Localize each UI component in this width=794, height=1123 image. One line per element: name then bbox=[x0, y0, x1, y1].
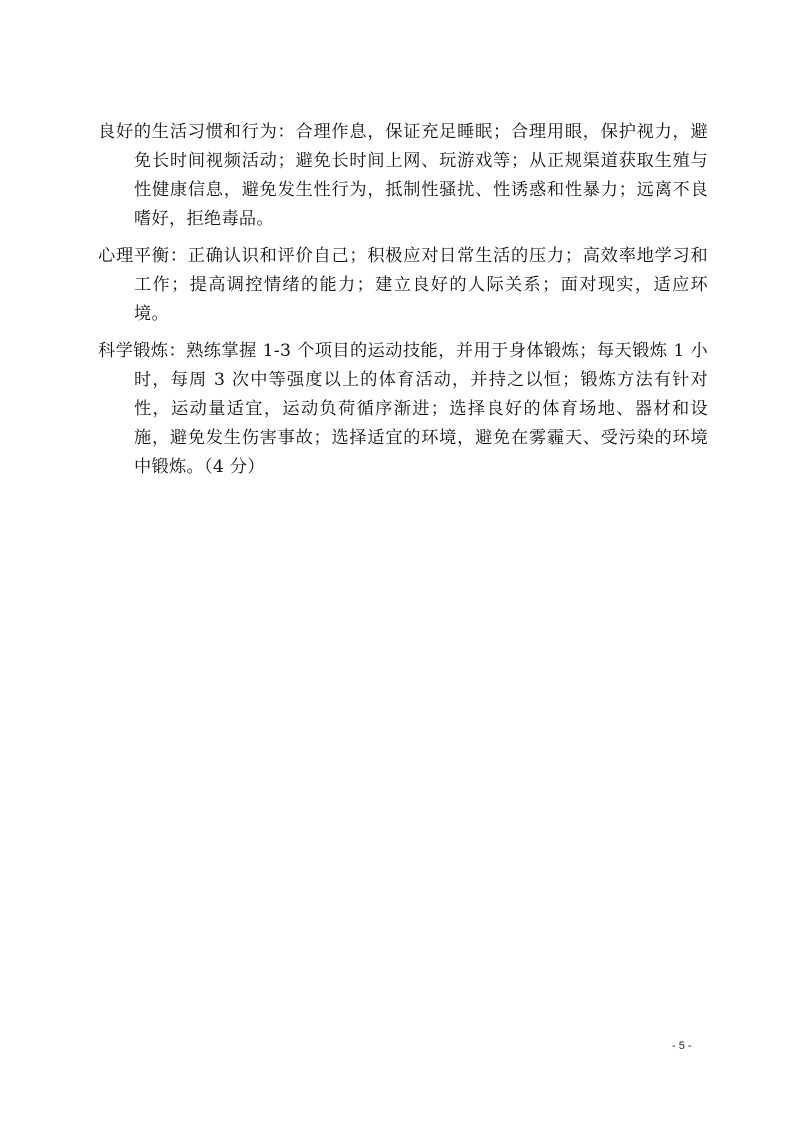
page-number: - 5 - bbox=[672, 1040, 692, 1052]
document-body bbox=[98, 118, 708, 490]
paragraph-scientific-exercise: 科学锻炼：熟练掌握 1-3 个项目的运动技能，并用于身体锻炼；每天锻炼 1 小时，每周 3 次中等强度以上的体育活动，并持之以恒；锻炼方法有针对性，运动量适宜，运动负荷循序渐进；选择良好的体育场地、器材和设施，避免发生伤害事故；选择适宜的环境，避免在雾霾天、受污染的环境中锻炼。（4 分） bbox=[98, 341, 708, 477]
paragraph-healthy-habits: 良好的生活习惯和行为：合理作息，保证充足睡眠；合理用眼，保护视力，避免长时间视频活动；避免长时间上网、玩游戏等；从正规渠道获取生殖与性健康信息，避免发生性行为，抵制性骚扰、性诱惑和性暴力；远离不良嗜好，拒绝毒品。 bbox=[98, 122, 708, 229]
paragraph-mental-balance: 心理平衡：正确认识和评价自己；积极应对日常生活的压力；高效率地学习和工作；提高调控情绪的能力；建立良好的人际关系；面对现实，适应环境。 bbox=[98, 246, 708, 324]
